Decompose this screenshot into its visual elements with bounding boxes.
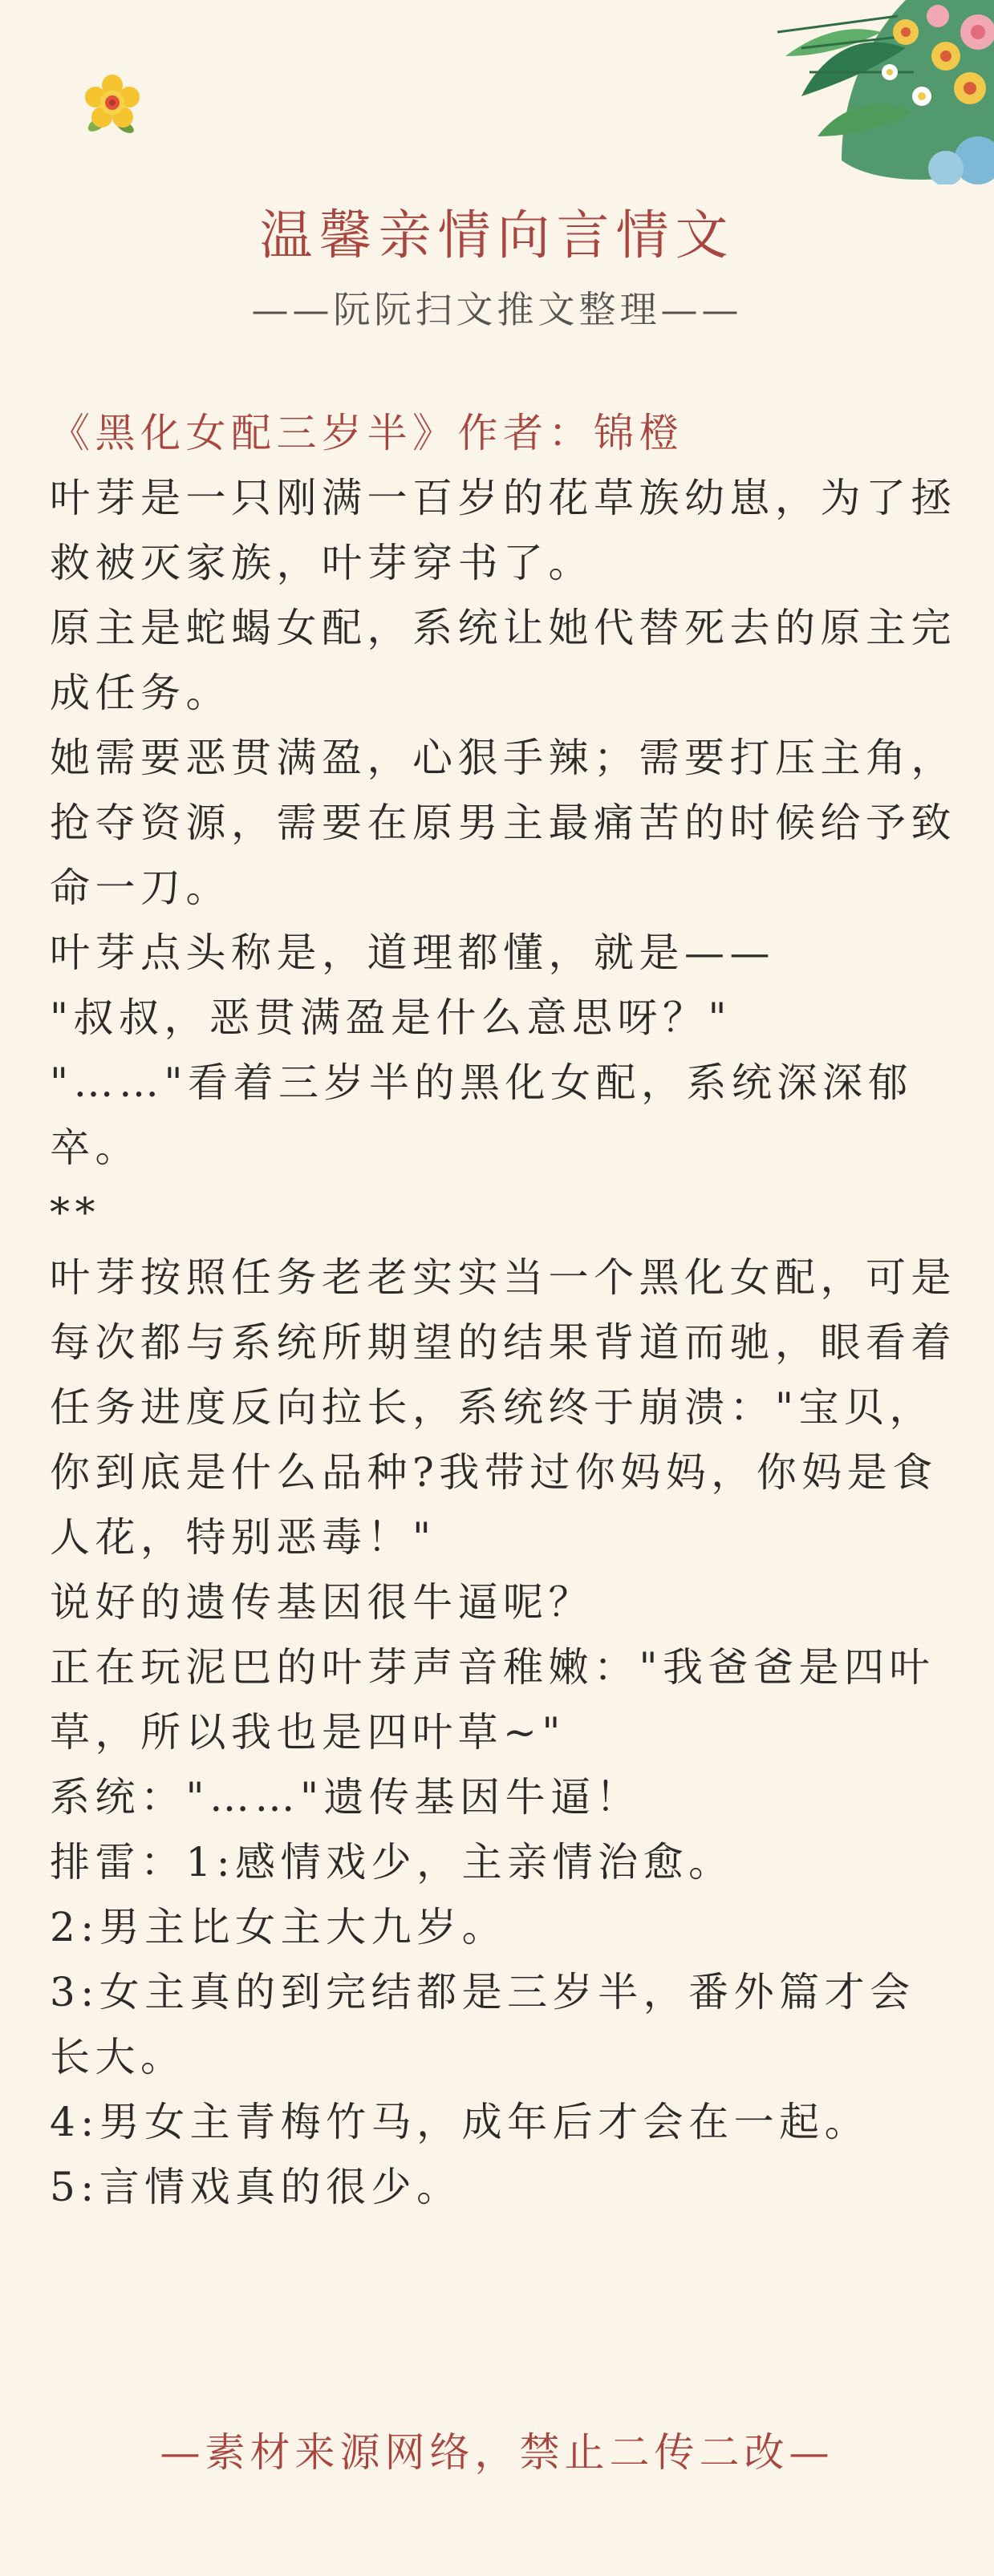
paragraph: 她需要恶贯满盈，心狠手辣；需要打压主角，抢夺资源，需要在原男主最痛苦的时候给予致命一刀。: [50, 735, 956, 911]
paragraph: 原主是蛇蝎女配，系统让她代替死去的原主完成任务。: [50, 605, 956, 716]
paragraph: **: [50, 1189, 100, 1236]
paragraph: "叔叔，恶贯满盈是什么意思呀？": [50, 994, 732, 1041]
flower-bouquet-icon: [705, 0, 994, 184]
paragraph: 叶芽点头称是，道理都懂，就是——: [50, 930, 775, 976]
footer-note: —素材来源网络，禁止二传二改—: [160, 2429, 834, 2476]
paragraph: 正在玩泥巴的叶芽声音稚嫩："我爸爸是四叶草，所以我也是四叶草~": [50, 1644, 935, 1756]
article-body: [50, 401, 956, 2220]
paragraph: 说好的遗传基因很牛逼呢？: [50, 1579, 594, 1626]
page-title: 温馨亲情向言情文: [259, 205, 735, 266]
paragraph: "……"看着三岁半的黑化女配，系统深深郁卒。: [50, 1059, 913, 1171]
paragraph: 叶芽按照任务老老实实当一个黑化女配，可是每次都与系统所期望的结果背道而驰，眼看着任务进度反向拉长，系统终于崩溃："宝贝，你到底是什么品种?我带过你妈妈，你妈是食人花，特别恶毒！": [50, 1254, 956, 1561]
sun-flower-icon: [71, 66, 154, 149]
paragraph: 系统："……"遗传基因牛逼！: [50, 1774, 641, 1821]
page-subtitle: ——阮阮扫文推文整理——: [251, 288, 743, 331]
paragraph: 排雷：1:感情戏少，主亲情治愈。: [50, 1839, 734, 1885]
paragraph: 叶芽是一只刚满一百岁的花草族幼崽，为了拯救被灭家族，叶芽穿书了。: [50, 475, 956, 586]
paragraph: 4:男女主青梅竹马，成年后才会在一起。: [50, 2099, 870, 2145]
paragraph: 2:男主比女主大九岁。: [50, 1904, 508, 1950]
book-title-author: 《黑化女配三岁半》作者：锦橙: [50, 410, 684, 456]
paragraph: 3:女主真的到完结都是三岁半，番外篇才会长大。: [50, 1969, 915, 2080]
paragraph: 5:言情戏真的很少。: [50, 2164, 462, 2210]
